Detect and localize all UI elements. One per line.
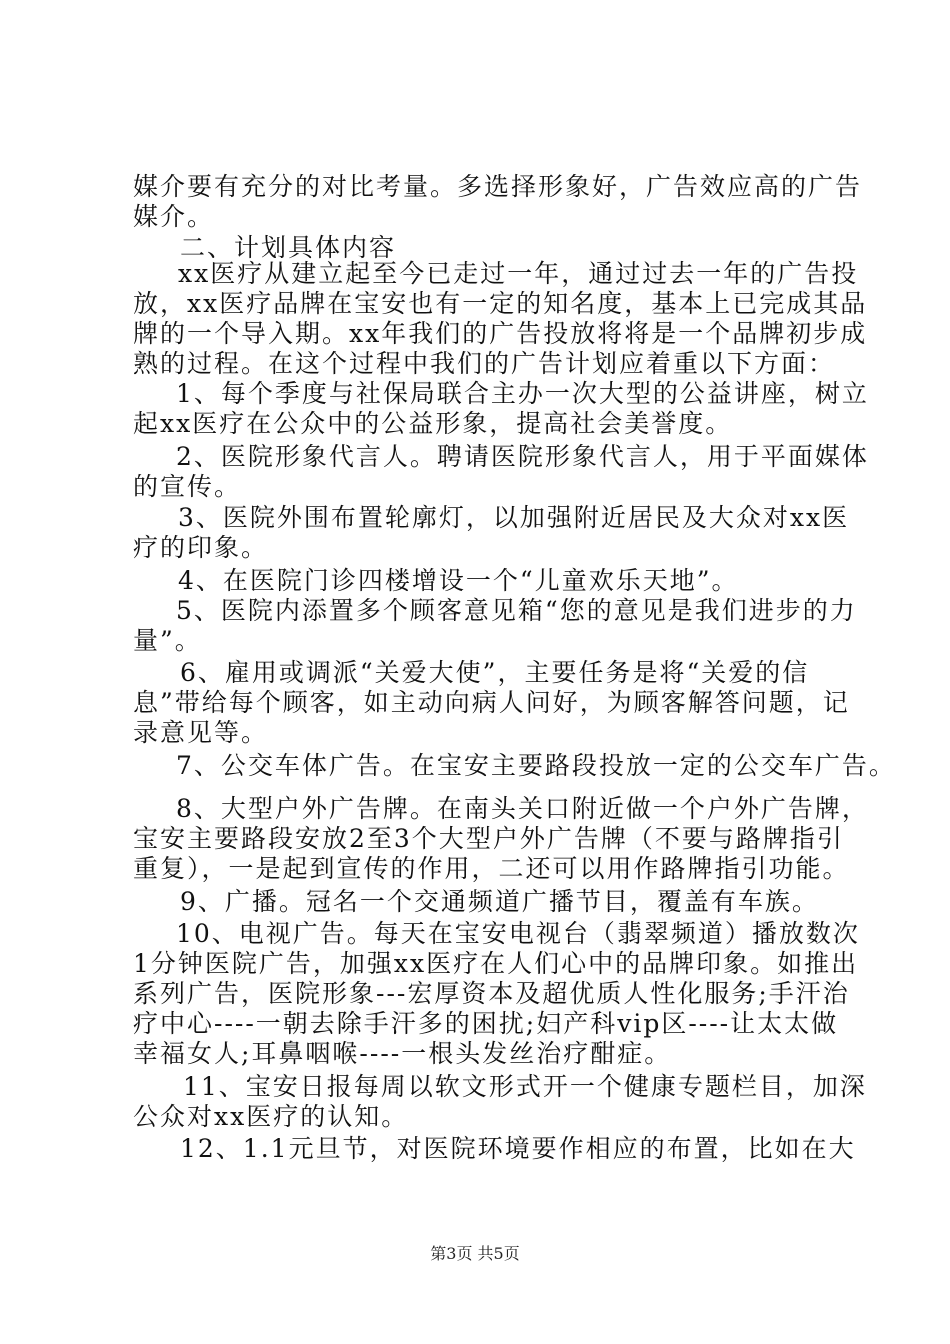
document-line: 7、公交车体广告。在宝安主要路段投放一定的公交车广告。 — [176, 751, 896, 780]
document-line: 2、医院形象代言人。聘请医院形象代言人，用于平面媒体 — [176, 442, 869, 471]
document-line: 6、雇用或调派“关爱大使”，主要任务是将“关爱的信 — [180, 658, 810, 687]
document-line: 12、1.1元旦节，对医院环境要作相应的布置，比如在大 — [180, 1134, 856, 1163]
page-footer: 第3页 共5页 — [430, 1244, 520, 1263]
document-line: 放，xx医疗品牌在宝安也有一定的知名度，基本上已完成其品 — [133, 289, 868, 318]
document-line: 4、在医院门诊四楼增设一个“儿童欢乐天地”。 — [178, 566, 739, 595]
document-line: 二、计划具体内容 — [180, 233, 397, 262]
document-line: 9、广播。冠名一个交通频道广播节目，覆盖有车族。 — [180, 887, 819, 916]
document-line: 10、电视广告。每天在宝安电视台（翡翠频道）播放数次 — [176, 919, 860, 948]
document-line: 疗的印象。 — [133, 533, 269, 562]
document-line: 1分钟医院广告，加强xx医疗在人们心中的品牌印象。如推出 — [133, 949, 859, 978]
document-line: 的宣传。 — [133, 472, 242, 501]
document-line: 1、每个季度与社保局联合主办一次大型的公益讲座，树立 — [176, 379, 869, 408]
document-line: 疗中心----一朝去除手汗多的困扰;妇产科vip区----让太太做 — [133, 1009, 839, 1038]
document-line: xx医疗从建立起至今已走过一年，通过过去一年的广告投 — [178, 259, 859, 288]
document-line: 起xx医疗在公众中的公益形象，提高社会美誉度。 — [133, 409, 733, 438]
document-line: 系列广告，医院形象---宏厚资本及超优质人性化服务;手汗治 — [133, 979, 850, 1008]
document-line: 宝安主要路段安放2至3个大型户外广告牌（不要与路牌指引 — [133, 824, 844, 853]
document-line: 媒介要有充分的对比考量。多选择形象好，广告效应高的广告 — [133, 172, 863, 201]
document-line: 8、大型户外广告牌。在南头关口附近做一个户外广告牌， — [176, 794, 869, 823]
document-line: 牌的一个导入期。xx年我们的广告投放将将是一个品牌初步成 — [133, 319, 868, 348]
document-line: 幸福女人;耳鼻咽喉----一根头发丝治疗酣症。 — [133, 1039, 672, 1068]
document-line: 媒介。 — [133, 202, 215, 231]
document-line: 息”带给每个顾客，如主动向病人问好，为顾客解答问题，记 — [133, 688, 850, 717]
document-line: 量”。 — [133, 626, 202, 655]
document-line: 录意见等。 — [133, 718, 269, 747]
document-line: 熟的过程。在这个过程中我们的广告计划应着重以下方面： — [133, 349, 836, 378]
document-line: 5、医院内添置多个顾客意见箱“您的意见是我们进步的力 — [176, 596, 857, 625]
document-line: 3、医院外围布置轮廓灯，以加强附近居民及大众对xx医 — [178, 503, 850, 532]
document-line: 公众对xx医疗的认知。 — [133, 1102, 409, 1131]
document-line: 重复），一是起到宣传的作用，二还可以用作路牌指引功能。 — [133, 854, 850, 883]
document-line: 11、宝安日报每周以软文形式开一个健康专题栏目，加深 — [183, 1072, 867, 1101]
